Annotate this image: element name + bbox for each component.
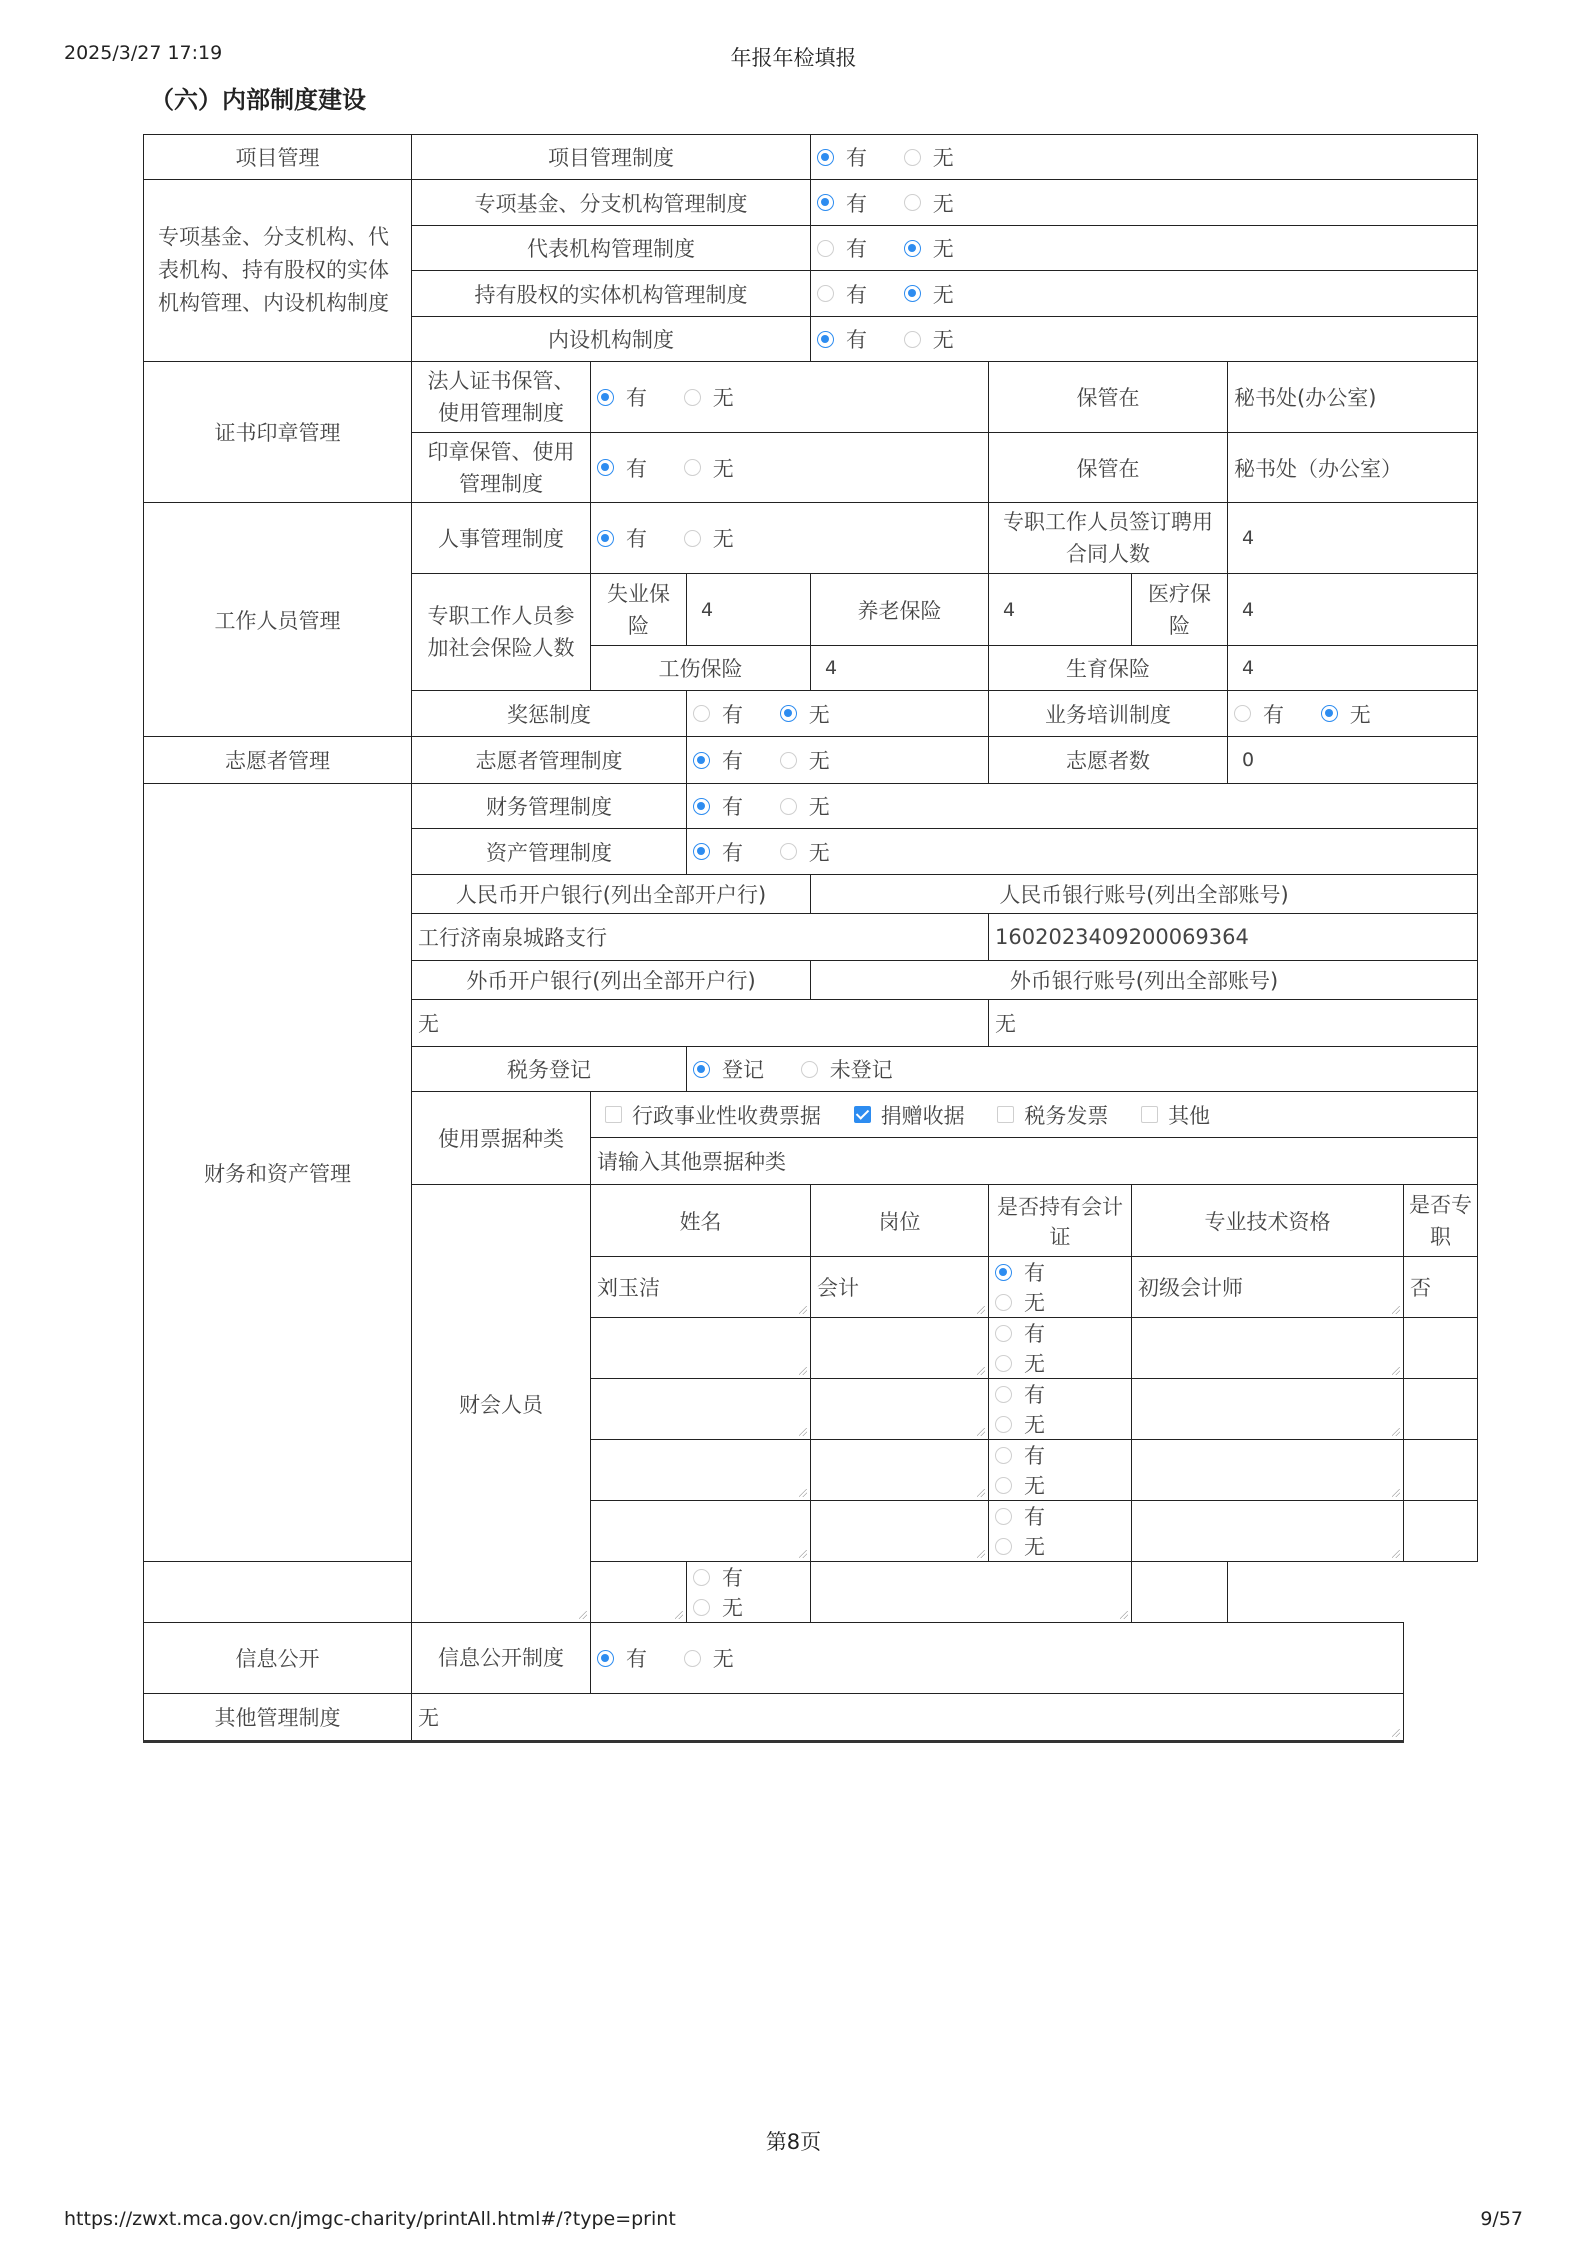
radio-no[interactable]: 无 (995, 1348, 1045, 1378)
volunteer-system-label: 志愿者管理制度 (412, 737, 687, 784)
radio-unchecked-icon (995, 1386, 1012, 1403)
radio-unchecked-icon (817, 285, 834, 302)
training-system-label: 业务培训制度 (989, 691, 1228, 737)
checkbox-donation-receipt[interactable]: 捐赠收据 (854, 1100, 965, 1130)
acc-name-input[interactable]: 刘玉洁 (591, 1257, 811, 1318)
fund-branch-radios (811, 180, 1478, 226)
disclosure-system-radios (591, 1623, 1404, 1694)
radio-checked-icon (904, 285, 921, 302)
unemployment-label: 失业保险 (591, 574, 687, 646)
acc-qualification-input[interactable] (1132, 1440, 1404, 1501)
checkbox-unchecked-icon (1141, 1106, 1158, 1123)
radio-checked-icon (817, 194, 834, 211)
radio-checked-icon (693, 752, 710, 769)
acc-fulltime-value[interactable] (1132, 1562, 1228, 1623)
radio-yes[interactable]: 有 (995, 1318, 1045, 1348)
checkbox-admin-fee-receipt[interactable]: 行政事业性收费票据 (605, 1100, 821, 1130)
checkbox-checked-icon (854, 1106, 871, 1123)
radio-unchecked-icon (684, 530, 701, 547)
acc-post-input[interactable] (811, 1501, 989, 1562)
radio-unchecked-icon (904, 194, 921, 211)
radio-unchecked-icon (995, 1294, 1012, 1311)
radio-unchecked-icon (904, 331, 921, 348)
acc-header-name: 姓名 (591, 1185, 811, 1257)
checkbox-unchecked-icon (605, 1106, 622, 1123)
radio-checked-icon (1321, 705, 1338, 722)
radio-yes[interactable]: 有 (995, 1501, 1045, 1531)
print-date: 2025/3/27 17:19 (64, 42, 223, 64)
radio-no[interactable]: 无 (1321, 699, 1371, 729)
fund-branch-label: 专项基金、分支机构、代表机构、持有股权的实体机构管理、内设机构制度 (144, 180, 412, 362)
radio-unchecked-icon (995, 1355, 1012, 1372)
radio-unchecked-icon (904, 149, 921, 166)
radio-yes[interactable]: 有 (817, 279, 867, 309)
insurance-count-label: 专职工作人员参加社会保险人数 (412, 574, 591, 691)
acc-header-post: 岗位 (811, 1185, 989, 1257)
pension-label: 养老保险 (811, 574, 989, 646)
acc-cert-radios (989, 1257, 1132, 1318)
page-header-title: 年报年检填报 (730, 46, 857, 70)
radio-unchecked-icon (995, 1416, 1012, 1433)
radio-no[interactable]: 无 (780, 699, 830, 729)
acc-qualification-input[interactable]: 初级会计师 (1132, 1257, 1404, 1318)
radio-unchecked-icon (995, 1538, 1012, 1555)
finance-label: 财务和资产管理 (144, 784, 412, 1562)
radio-yes[interactable]: 有 (693, 837, 743, 867)
radio-unchecked-icon (693, 705, 710, 722)
radio-unchecked-icon (780, 752, 797, 769)
radio-no[interactable]: 无 (693, 1592, 743, 1622)
acc-cert-radios (989, 1440, 1132, 1501)
radio-no[interactable]: 无 (684, 453, 734, 483)
volunteer-count-label: 志愿者数 (989, 737, 1228, 784)
medical-value: 4 (1228, 574, 1478, 646)
acc-name-input[interactable] (591, 1318, 811, 1379)
reward-system-radios (687, 691, 989, 737)
footer-url: https://zwxt.mca.gov.cn/jmgc-charity/printAll.html#/?type=print (64, 2208, 676, 2230)
staff-label: 工作人员管理 (144, 503, 412, 737)
radio-unchecked-icon (684, 1650, 701, 1667)
acc-name-input[interactable] (591, 1379, 811, 1440)
radio-yes[interactable]: 有 (693, 699, 743, 729)
acc-qualification-input[interactable] (1132, 1501, 1404, 1562)
radio-yes[interactable]: 有 (597, 1643, 647, 1673)
radio-unchecked-icon (995, 1508, 1012, 1525)
radio-checked-icon (817, 149, 834, 166)
seal-keeping-radios (591, 433, 989, 503)
tax-registration-label: 税务登记 (412, 1047, 687, 1092)
radio-unchecked-icon (693, 1569, 710, 1586)
radio-yes[interactable]: 有 (597, 453, 647, 483)
acc-name-input[interactable] (591, 1501, 811, 1562)
asset-system-label: 资产管理制度 (412, 829, 687, 875)
radio-unchecked-icon (780, 798, 797, 815)
acc-cert-radios (989, 1318, 1132, 1379)
project-system-label: 项目管理制度 (412, 135, 811, 180)
injury-label: 工伤保险 (591, 646, 811, 691)
radio-no[interactable]: 无 (684, 523, 734, 553)
acc-fulltime-value[interactable] (1404, 1501, 1478, 1562)
maternity-value: 4 (1228, 646, 1478, 691)
representative-org-item: 代表机构管理制度 (412, 226, 811, 271)
equity-entity-item: 持有股权的实体机构管理制度 (412, 271, 811, 317)
other-system-input[interactable]: 无 (412, 1694, 1404, 1742)
acc-fulltime-value[interactable] (1404, 1318, 1478, 1379)
seal-keep-at-value: 秘书处（办公室） (1228, 433, 1478, 503)
injury-value: 4 (811, 646, 989, 691)
fund-branch-item: 专项基金、分支机构管理制度 (412, 180, 811, 226)
section-title: （六）内部制度建设 (150, 86, 366, 114)
radio-checked-icon (817, 331, 834, 348)
radio-unchecked-icon (693, 1599, 710, 1616)
radio-unchecked-icon (684, 459, 701, 476)
acc-post-input[interactable]: 会计 (811, 1257, 989, 1318)
cert-keep-at-label: 保管在 (989, 362, 1228, 433)
project-label: 项目管理 (144, 135, 412, 180)
radio-no[interactable]: 无 (684, 382, 734, 412)
radio-checked-icon (693, 843, 710, 860)
radio-no[interactable]: 无 (995, 1409, 1045, 1439)
acc-header-fulltime: 是否专职 (1404, 1185, 1478, 1257)
training-system-radios (1228, 691, 1478, 737)
radio-no[interactable]: 无 (780, 837, 830, 867)
radio-no[interactable]: 无 (684, 1643, 734, 1673)
acc-cert-radios (989, 1501, 1132, 1562)
radio-no[interactable]: 无 (780, 791, 830, 821)
radio-checked-icon (995, 1264, 1012, 1281)
acc-name-input[interactable] (144, 1562, 591, 1623)
acc-fulltime-value[interactable] (1404, 1379, 1478, 1440)
contract-count-label: 专职工作人员签订聘用合同人数 (989, 503, 1228, 574)
radio-yes[interactable]: 有 (693, 745, 743, 775)
tax-registration-radios (687, 1047, 1478, 1092)
receipt-type-checkboxes (591, 1092, 1478, 1138)
cert-seal-label: 证书印章管理 (144, 362, 412, 503)
unemployment-value: 4 (687, 574, 811, 646)
accountants-label: 财会人员 (412, 1185, 591, 1623)
internal-org-item: 内设机构制度 (412, 317, 811, 362)
radio-yes[interactable]: 有 (597, 382, 647, 412)
cert-keeping-label: 法人证书保管、使用管理制度 (412, 362, 591, 433)
radio-unchecked-icon (817, 240, 834, 257)
radio-checked-icon (693, 1061, 710, 1078)
radio-checked-icon (597, 459, 614, 476)
radio-no[interactable]: 无 (904, 233, 954, 263)
volunteer-label: 志愿者管理 (144, 737, 412, 784)
radio-no[interactable]: 无 (995, 1531, 1045, 1561)
volunteer-system-radios (687, 737, 989, 784)
volunteer-count-value: 0 (1228, 737, 1478, 784)
other-system-label: 其他管理制度 (144, 1694, 412, 1742)
radio-unchecked-icon (684, 389, 701, 406)
radio-no[interactable]: 无 (904, 279, 954, 309)
radio-no[interactable]: 无 (780, 745, 830, 775)
rmb-account-input[interactable]: 1602023409200069364 (989, 914, 1478, 961)
cert-keep-at-value: 秘书处(办公室) (1228, 362, 1478, 433)
rmb-bank-header: 人民币开户银行(列出全部开户行) (412, 875, 811, 914)
radio-unchecked-icon (995, 1325, 1012, 1342)
acc-post-input[interactable] (591, 1562, 687, 1623)
disclosure-label: 信息公开 (144, 1623, 412, 1694)
acc-header-cert: 是否持有会计证 (989, 1185, 1132, 1257)
radio-yes[interactable]: 有 (817, 324, 867, 354)
receipt-type-label: 使用票据种类 (412, 1092, 591, 1185)
radio-unchecked-icon (995, 1447, 1012, 1464)
acc-qualification-input[interactable] (1132, 1379, 1404, 1440)
acc-fulltime-value[interactable]: 否 (1404, 1257, 1478, 1318)
footer-page-count: 9/57 (1480, 2208, 1523, 2230)
radio-checked-icon (904, 240, 921, 257)
acc-cert-radios (687, 1562, 811, 1623)
radio-checked-icon (693, 798, 710, 815)
reward-system-label: 奖惩制度 (412, 691, 687, 737)
rmb-bank-input[interactable]: 工行济南泉城路支行 (412, 914, 989, 961)
page-number: 第8页 (765, 2130, 822, 2154)
checkbox-tax-invoice[interactable]: 税务发票 (997, 1100, 1108, 1130)
disclosure-system-label: 信息公开制度 (412, 1623, 591, 1694)
contract-count-value: 4 (1228, 503, 1478, 574)
medical-label: 医疗保险 (1132, 574, 1228, 646)
radio-no[interactable]: 无 (904, 324, 954, 354)
radio-yes[interactable]: 有 (597, 523, 647, 553)
seal-keep-at-label: 保管在 (989, 433, 1228, 503)
acc-qualification-input[interactable] (1132, 1318, 1404, 1379)
radio-no[interactable]: 无 (904, 142, 954, 172)
acc-fulltime-value[interactable] (1404, 1440, 1478, 1501)
fx-account-header: 外币银行账号(列出全部账号) (811, 961, 1478, 1000)
hr-system-label: 人事管理制度 (412, 503, 591, 574)
radio-unchecked-icon (995, 1477, 1012, 1494)
acc-cert-radios (989, 1379, 1132, 1440)
equity-entity-radios (811, 271, 1478, 317)
internal-org-radios (811, 317, 1478, 362)
radio-unchecked-icon (801, 1061, 818, 1078)
finance-system-radios (687, 784, 1478, 829)
checkbox-other[interactable]: 其他 (1141, 1100, 1210, 1130)
project-system-radios (811, 135, 1478, 180)
representative-org-radios (811, 226, 1478, 271)
radio-yes[interactable]: 有 (693, 1562, 743, 1592)
radio-yes[interactable]: 有 (1234, 699, 1284, 729)
radio-registered[interactable]: 登记 (693, 1054, 764, 1084)
radio-unregistered[interactable]: 未登记 (801, 1054, 893, 1084)
seal-keeping-label: 印章保管、使用管理制度 (412, 433, 591, 503)
acc-name-input[interactable] (591, 1440, 811, 1501)
acc-post-input[interactable] (811, 1440, 989, 1501)
radio-unchecked-icon (780, 843, 797, 860)
radio-yes[interactable]: 有 (995, 1440, 1045, 1470)
asset-system-radios (687, 829, 1478, 875)
acc-post-input[interactable] (811, 1318, 989, 1379)
radio-no[interactable]: 无 (904, 188, 954, 218)
checkbox-unchecked-icon (997, 1106, 1014, 1123)
radio-no[interactable]: 无 (995, 1287, 1045, 1317)
radio-no[interactable]: 无 (995, 1470, 1045, 1500)
radio-checked-icon (597, 1650, 614, 1667)
fx-bank-input[interactable]: 无 (412, 1000, 989, 1047)
other-receipt-input[interactable]: 请输入其他票据种类 (591, 1138, 1478, 1185)
finance-system-label: 财务管理制度 (412, 784, 687, 829)
hr-system-radios (591, 503, 989, 574)
radio-yes[interactable]: 有 (693, 791, 743, 821)
maternity-label: 生育保险 (989, 646, 1228, 691)
radio-checked-icon (780, 705, 797, 722)
acc-header-qualification: 专业技术资格 (1132, 1185, 1404, 1257)
radio-checked-icon (597, 530, 614, 547)
radio-yes[interactable]: 有 (817, 188, 867, 218)
acc-post-input[interactable] (811, 1379, 989, 1440)
radio-yes[interactable]: 有 (995, 1379, 1045, 1409)
rmb-account-header: 人民币银行账号(列出全部账号) (811, 875, 1478, 914)
pension-value: 4 (989, 574, 1132, 646)
internal-system-table (143, 134, 1478, 1743)
radio-unchecked-icon (1234, 705, 1251, 722)
radio-checked-icon (597, 389, 614, 406)
radio-yes[interactable]: 有 (817, 142, 867, 172)
fx-account-input[interactable]: 无 (989, 1000, 1478, 1047)
cert-keeping-radios (591, 362, 989, 433)
radio-yes[interactable]: 有 (995, 1257, 1045, 1287)
acc-qualification-input[interactable] (811, 1562, 1132, 1623)
fx-bank-header: 外币开户银行(列出全部开户行) (412, 961, 811, 1000)
radio-yes[interactable]: 有 (817, 233, 867, 263)
